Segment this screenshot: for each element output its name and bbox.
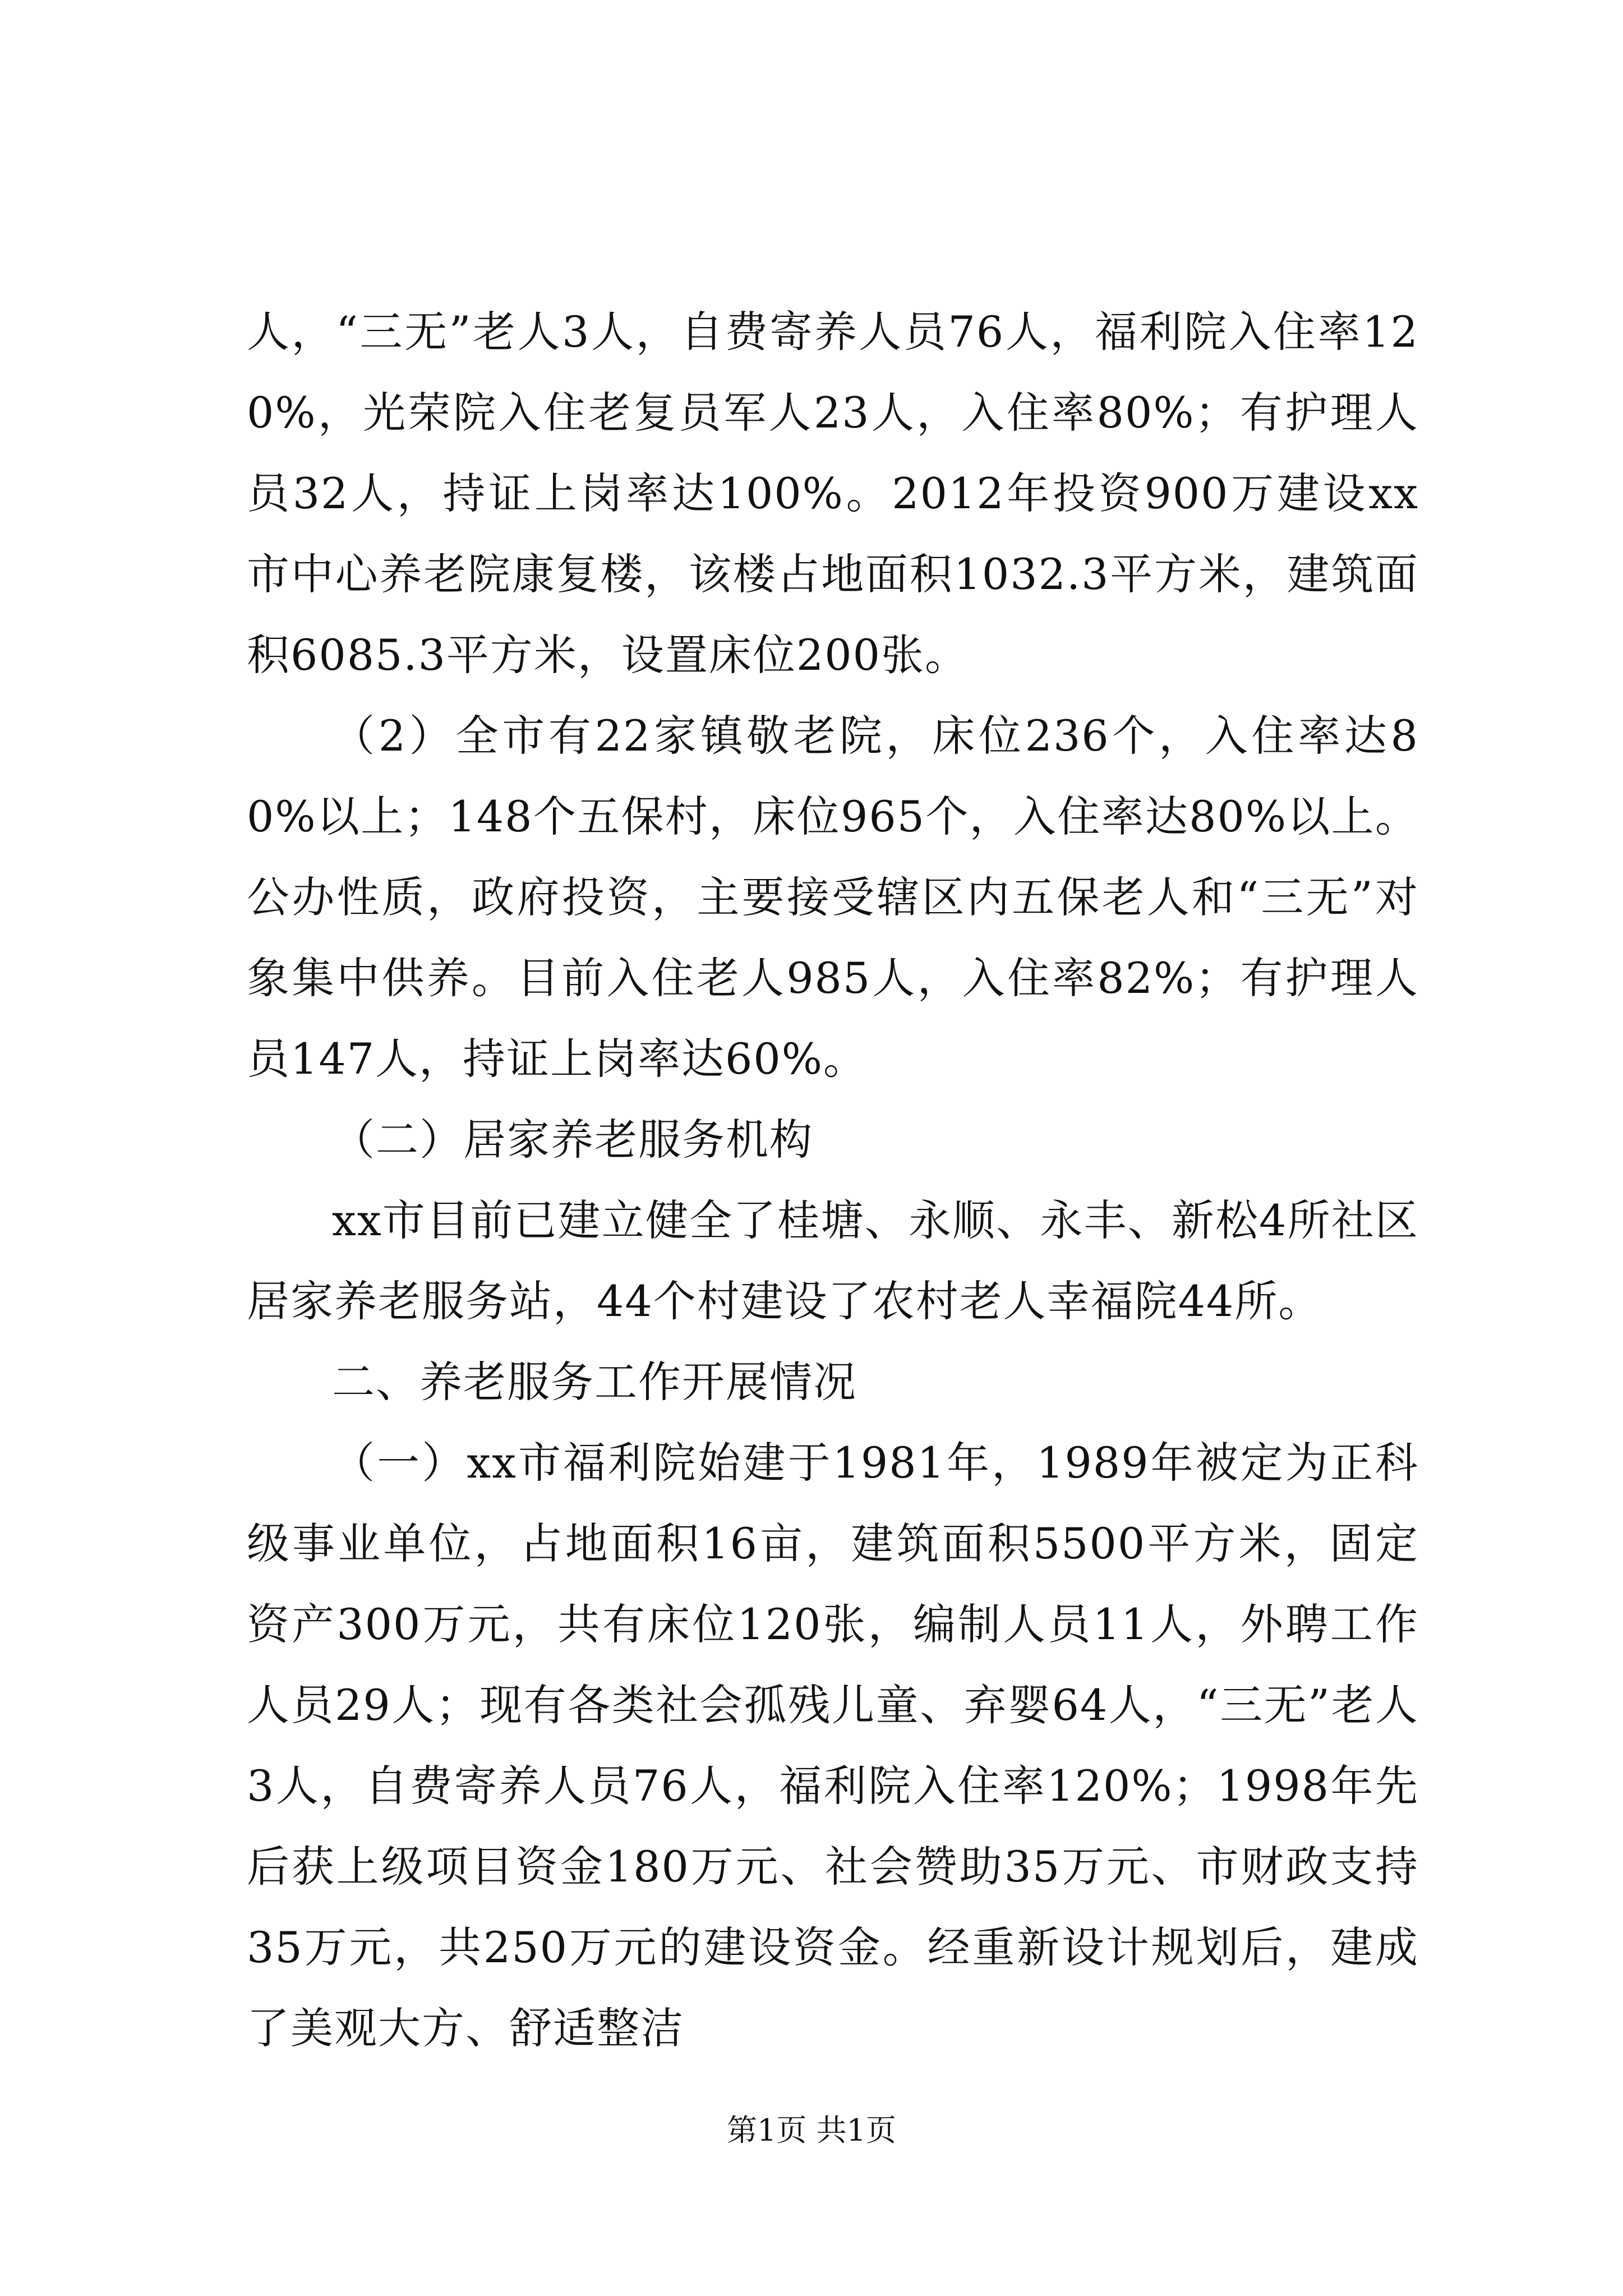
document-body xyxy=(247,292,1419,2069)
section-heading-service-work: 二、养老服务工作开展情况 xyxy=(332,1357,857,1407)
paragraph-4: xx市目前已建立健全了桂塘、永顺、永丰、新松4所社区居家养老服务站，44个村建设了农村老人幸福院44所。 xyxy=(247,1195,1419,1326)
page-footer: 第1页 共1页 xyxy=(727,2113,896,2148)
paragraph-2: （2）全市有22家镇敬老院，床位236个，入住率达80%以上；148个五保村，床位965个，入住率达80%以上。公办性质，政府投资，主要接受辖区内五保老人和“三无”对象集中供养。目前入住老人985人，入住率82%；有护理人员147人，持证上岗率达60%。 xyxy=(247,711,1419,1084)
paragraph-6: （一）xx市福利院始建于1981年，1989年被定为正科级事业单位，占地面积16亩，建筑面积5500平方米，固定资产300万元，共有床位120张，编制人员11人，外聘工作人员29人；现有各类社会孤残儿童、弃婴64人，“三无”老人3人，自费寄养人员76人，福利院入住率120%；1998年先后获上级项目资金180万元、社会赞助35万元、市财政支持35万元，共250万元的建设资金。经重新设计规划后，建成了美观大方、舒适整洁 xyxy=(247,1438,1419,2053)
section-heading-residential: （二）居家养老服务机构 xyxy=(332,1115,813,1165)
paragraph-1: 人，“三无”老人3人，自费寄养人员76人，福利院入住率120%，光荣院入住老复员军人23人，入住率80%；有护理人员32人，持证上岗率达100%。2012年投资900万建设xx市中心养老院康复楼，该楼占地面积1032.3平方米，建筑面积6085.3平方米，设置床位200张。 xyxy=(247,307,1419,680)
